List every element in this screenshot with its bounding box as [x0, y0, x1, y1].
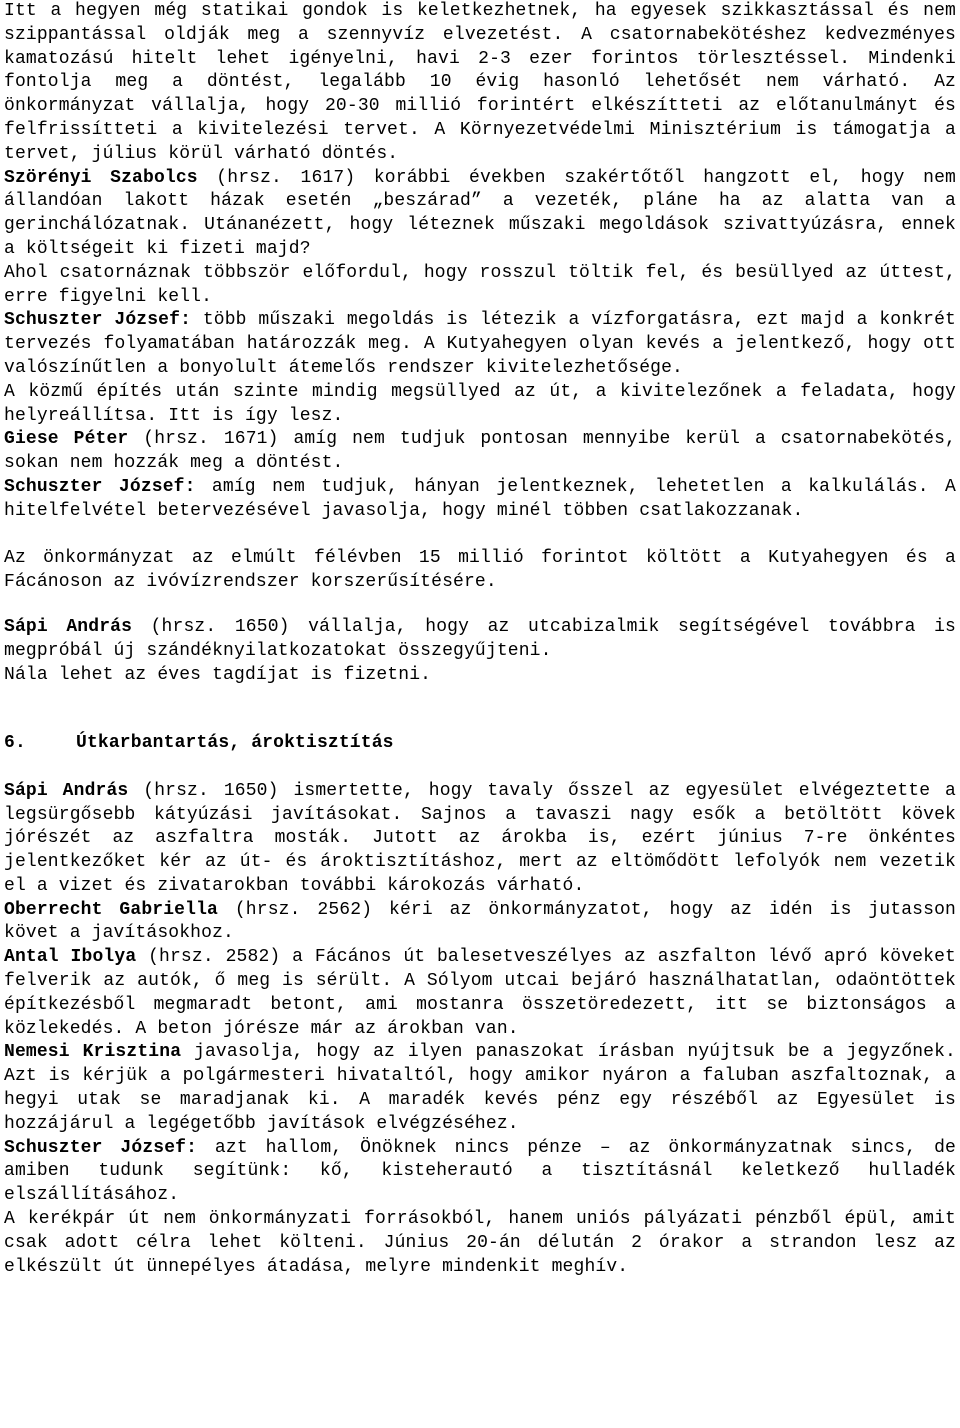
speaker-name: Antal Ibolya [4, 947, 137, 968]
spacer [4, 524, 956, 548]
speaker-name: Giese Péter [4, 429, 129, 450]
paragraph-road-subsidence: Ahol csatornáznak többször előfordul, hogy rosszul töltik fel, és besüllyed az úttest, erre figyelni kell. [4, 262, 956, 307]
spacer [4, 595, 956, 616]
paragraph-bike-path: A kerékpár út nem önkormányzati forrásokból, hanem uniós pályázati pénzből épül, amit csak adott célra lehet költeni. Június 20-án délután 2 órakor a strandon lesz az elkészült út ünnepélyes átadása, melyre mindenkit meghív. [4, 1209, 956, 1277]
paragraph-membership-fee: Nála lehet az éves tagdíjat is fizetni. [4, 664, 432, 685]
speaker-name: Oberrecht Gabriella [4, 899, 218, 920]
paragraph-oberrecht [4, 899, 956, 947]
paragraph-schuszter-3 [4, 1137, 956, 1208]
section-title: Útkarbantartás, ároktisztítás [76, 733, 394, 754]
paragraph-schuszter-1 [4, 309, 956, 380]
paragraph-nemesi [4, 1041, 956, 1136]
speaker-name: Schuszter József: [4, 310, 192, 331]
paragraph-text: (hrsz. 1617) korábbi években szakértőtől hangzott el, hogy nem állandóan lakott házak esetén „beszárad” a vezeték, pláne ha az alatta van a gerinchálózatnak. Utánanézett, hogy léteznek műszaki megoldások szivattyúzásra, ennek a költségeit ki fizeti majd? [4, 167, 956, 259]
paragraph-sapi-1 [4, 616, 956, 664]
paragraph-text: (hrsz. 2562) kéri az önkormányzatot, hogy az idén is jutasson követ a javításokhoz. [4, 899, 956, 944]
speaker-name: Sápi András [4, 780, 129, 801]
speaker-name: Schuszter József: [4, 1137, 198, 1158]
speaker-name: Nemesi Krisztina [4, 1042, 182, 1063]
speaker-name: Sápi András [4, 616, 133, 637]
spacer [4, 687, 956, 711]
paragraph-text: azt hallom, Önöknek nincs pénze – az önkormányzatnak sincs, de amiben tudunk segítünk: kő, kisteherautó a tisztításnál keletkező hulladék elszállításához. [4, 1137, 956, 1206]
section-number: 6. [4, 733, 26, 754]
spacer [4, 711, 956, 732]
paragraph-text: több műszaki megoldás is létezik a vízforgatásra, ezt majd a konkrét tervezés folyamatában határozzák meg. A Kutyahegyen olyan kevés a jelentkező, hogy ott valószínűtlen a bonyolult átemelős rendszer kivitelezhetősége. [4, 310, 956, 378]
paragraph-schuszter-2 [4, 476, 956, 524]
paragraph-giese [4, 428, 956, 476]
paragraph-utility-road: A közmű építés után szinte mindig megsüllyed az út, a kivitelezőnek a feladata, hogy helyreállítsa. Itt is így lesz. [4, 381, 956, 426]
paragraph-sewer-statics: Itt a hegyen még statikai gondok is keletkezhetnek, ha egyesek szikkasztással és nem szippantással oldják meg a szennyvíz elvezetést. A csatornabekötéshez kedvezményes kamatozású hitelt lehet igényelni, havi 2-3 ezer forintos törlesztéssel. Mindenki fontolja meg a döntést, legalább 10 évig hasonló lehetősét nem várható. Az önkormányzat vállalja, hogy 20-30 millió forintért elkészítteti az előtanulmányt és felfrissítteti a kivitelezési tervet. A Környezetvédelmi Minisztérium is támogatja a tervet, július körül várható döntés. [4, 1, 956, 164]
speaker-name: Szörényi Szabolcs [4, 167, 198, 188]
paragraph-antal [4, 946, 956, 1041]
paragraph-text: (hrsz. 1671) amíg nem tudjuk pontosan mennyibe kerül a csatornabekötés, sokan nem hozzák meg a döntést. [4, 429, 956, 474]
paragraph-text: javasolja, hogy az ilyen panaszokat írásban nyújtsuk be a jegyzőnek. Azt is kérjük a polgármesteri hivataltól, hogy amikor nyáron a faluban aszfaltoznak, a hegyi utak se maradjanak ki. A maradék kevés pénz egy részéből az Egyesület is hozzájárul a legégetőbb javítások elvégzéséhez. [4, 1042, 957, 1134]
paragraph-text: amíg nem tudjuk, hányan jelentkeznek, lehetetlen a kalkulálás. A hitelfelvétel betervezésével javasolja, hogy minél többen csatlakozzanak. [4, 476, 956, 521]
paragraph-text: (hrsz. 2582) a Fácános út balesetveszélyes az aszfalton lévő apró köveket felverik az autók, ő meg is sérült. A Sólyom utcai bejáró használhatatlan, odaöntöttek építkezésből megmaradt betont, ami mostanra összetöredezett, itt se biztonságos a közlekedés. A beton jórésze már az árokban van. [4, 947, 957, 1039]
paragraph-water-system: Az önkormányzat az elmúlt félévben 15 millió forintot költött a Kutyahegyen és a Fácánoson az ivóvízrendszer korszerűsítésére. [4, 548, 956, 593]
speaker-name: Schuszter József: [4, 476, 196, 497]
paragraph-text: (hrsz. 1650) vállalja, hogy az utcabizalmik segítségével továbbra is megpróbál új szándéknyilatkozatokat összegyűjteni. [4, 616, 956, 661]
section-heading [4, 732, 956, 756]
paragraph-text: (hrsz. 1650) ismertette, hogy tavaly ősszel az egyesület elvégeztette a legsürgősebb kátyúzási javításokat. Sajnos a tavaszi nagy esők a betöltött kövek jórészét az aszfaltra mosták. Jutott az árokba is, ezért június 7-re önkéntes jelentkezőket kér az út- és ároktisztításhoz, mert az eltömődött lefolyók nem vezetik el a vizet és zivatarokban további károkozás várható. [4, 780, 956, 896]
paragraph-sapi-2 [4, 780, 956, 899]
spacer [4, 756, 956, 780]
paragraph-szorenyi [4, 167, 956, 262]
